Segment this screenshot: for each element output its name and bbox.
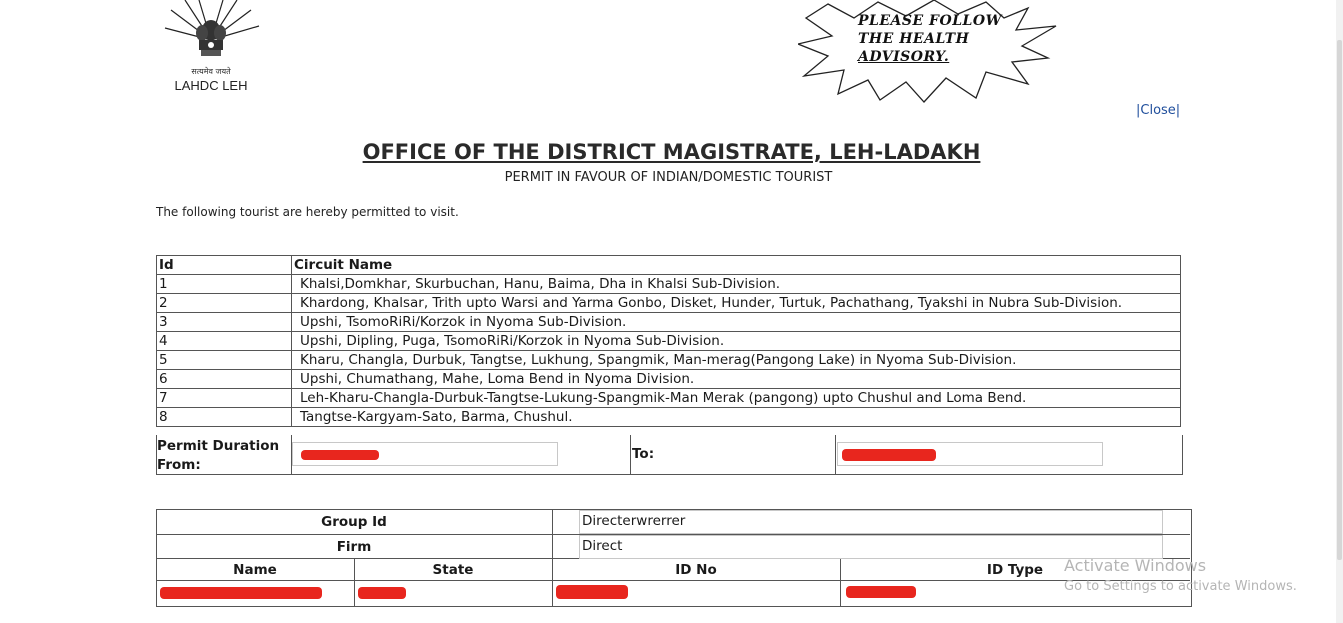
activate-windows-title: Activate Windows [1064, 556, 1207, 575]
row-circuit-name: Tangtse-Kargyam-Sato, Barma, Chushul. [292, 408, 1181, 427]
row-circuit-name: Upshi, Chumathang, Mahe, Loma Bend in Nyoma Division. [292, 370, 1181, 389]
divider [835, 435, 836, 474]
divider [630, 435, 631, 474]
table-header-row [157, 256, 1181, 275]
row-circuit-name: Upshi, TsomoRiRi/Korzok in Nyoma Sub-Division. [292, 313, 1181, 332]
emblem-icon [155, 0, 267, 70]
row-id: 4 [157, 332, 292, 351]
table-row [157, 275, 1181, 294]
row-circuit-name: Khardong, Khalsar, Trith upto Warsi and Yarma Gonbo, Disket, Hunder, Turtuk, Pachathang, Tyakshi in Nubra Sub-Division. [292, 294, 1181, 313]
advisory-line-3: ADVISORY. [858, 49, 950, 65]
intro-text: The following tourist are hereby permitted to visit. [156, 205, 459, 219]
row-id: 2 [157, 294, 292, 313]
row-id: 3 [157, 313, 292, 332]
row-circuit-name: Leh-Kharu-Changla-Durbuk-Tangtse-Lukung-Spangmik-Man Merak (pangong) upto Chushul and Loma Bend. [292, 389, 1181, 408]
redacted-id-no [556, 585, 628, 599]
row-circuit-name: Kharu, Changla, Durbuk, Tangtse, Lukhung, Spangmik, Man-merag(Pangong Lake) in Nyoma Sub-Division. [292, 351, 1181, 370]
column-header-id: Id [157, 256, 292, 275]
health-advisory-badge [798, 0, 1060, 104]
table-row [157, 332, 1181, 351]
page-title-text: OFFICE OF THE DISTRICT MAGISTRATE, LEH-LADAKH [362, 140, 981, 164]
circuit-table [156, 255, 1181, 427]
page-subtitle: PERMIT IN FAVOUR OF INDIAN/DOMESTIC TOURIST [504, 170, 833, 185]
table-row [157, 351, 1181, 370]
row-id: 7 [157, 389, 292, 408]
page-title [0, 140, 1343, 164]
activate-windows-subtitle: Go to Settings to activate Windows. [1064, 579, 1297, 594]
column-header-state: State [432, 562, 474, 578]
from-label: From: [157, 457, 201, 473]
column-header-name: Name [233, 562, 277, 578]
column-header-id-type: ID Type [986, 562, 1044, 578]
row-circuit-name: Upshi, Dipling, Puga, TsomoRiRi/Korzok in Nyoma Sub-Division. [292, 332, 1181, 351]
group-id-field[interactable]: Directerwrerrer [579, 510, 1163, 534]
column-header-id-no: ID No [675, 562, 717, 578]
redacted-name [160, 587, 322, 599]
row-id: 1 [157, 275, 292, 294]
table-row [157, 370, 1181, 389]
row-circuit-name: Khalsi,Domkhar, Skurbuchan, Hanu, Baima, Dha in Khalsi Sub-Division. [292, 275, 1181, 294]
row-id: 6 [157, 370, 292, 389]
scrollbar-thumb[interactable] [1337, 40, 1342, 560]
logo-label: LAHDC LEH [174, 78, 248, 93]
column-header-circuit-name: Circuit Name [292, 256, 1181, 275]
divider [552, 509, 553, 606]
row-id: 8 [157, 408, 292, 427]
to-label: To: [632, 446, 655, 462]
table-row [157, 408, 1181, 427]
from-date-field[interactable] [292, 442, 558, 466]
table-row [157, 294, 1181, 313]
advisory-line-2: THE HEALTH [858, 31, 970, 47]
to-date-field[interactable] [837, 442, 1103, 466]
group-id-label: Group Id [321, 514, 387, 530]
permit-duration-label [157, 437, 279, 475]
divider [156, 580, 1190, 581]
table-row [157, 389, 1181, 408]
redacted-to-date [842, 449, 936, 461]
firm-field[interactable]: Direct [579, 535, 1163, 559]
row-id: 5 [157, 351, 292, 370]
table-row [157, 313, 1181, 332]
redacted-state [358, 587, 406, 599]
permit-duration-label-line1: Permit Duration [157, 438, 280, 454]
redacted-from-date [301, 450, 379, 460]
firm-label: Firm [336, 539, 372, 555]
emblem-motto: सत्यमेव जयते [191, 67, 231, 76]
close-link[interactable]: |Close| [1136, 103, 1181, 118]
advisory-line-1: PLEASE FOLLOW [858, 13, 1002, 29]
redacted-id-type [846, 586, 916, 598]
